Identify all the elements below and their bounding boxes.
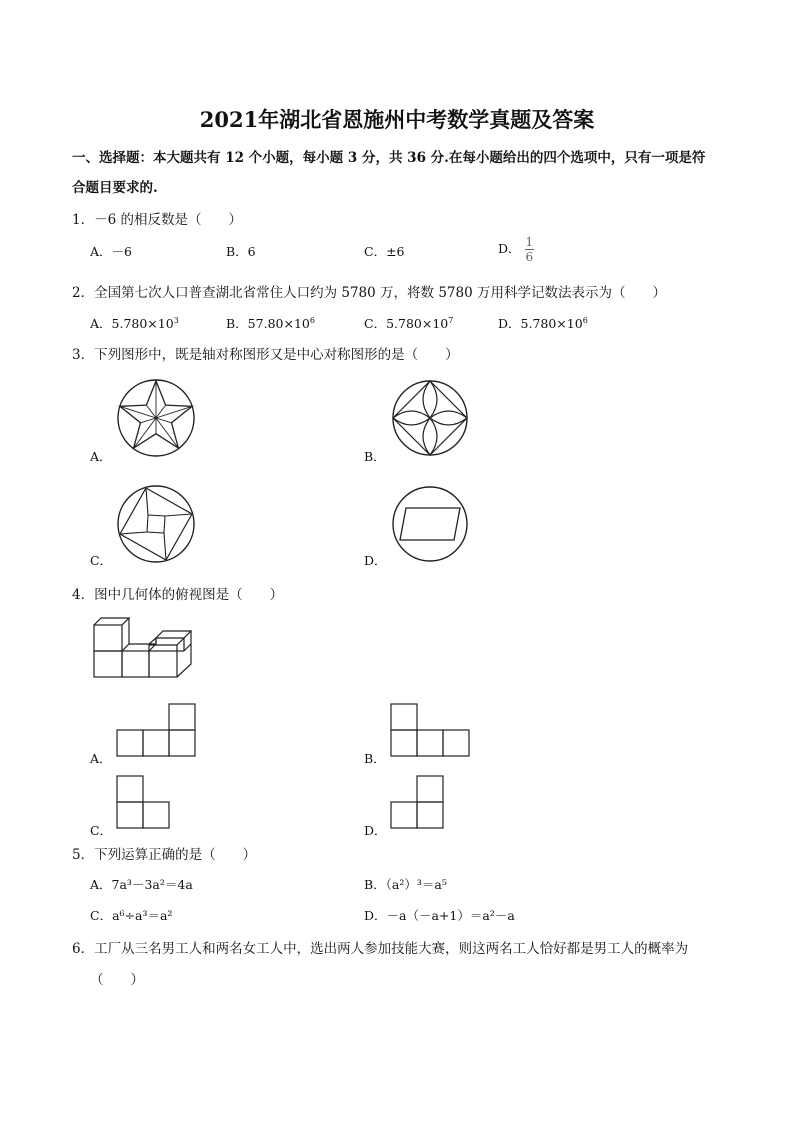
q2-option-d-base: D．5.780×10 xyxy=(498,316,583,331)
section-header-line1: 一、选择题：本大题共有 12 个小题，每小题 3 分，共 36 分.在每小题给出的四个选项中，只有一项是符 xyxy=(72,150,706,166)
q1-option-b: B．6 xyxy=(226,244,256,259)
q4-stem: 4．图中几何体的俯视图是（ ） xyxy=(72,587,284,603)
q5-option-d: D．－a（－a+1）＝a²－a xyxy=(364,908,515,923)
fraction-denominator: 6 xyxy=(525,250,534,264)
q2-stem: 2．全国第七次人口普查湖北省常住人口约为 5780 万，将数 5780 万用科学记数法表示为（ ） xyxy=(72,285,666,301)
fraction-numerator: 1 xyxy=(525,235,534,249)
q4-option-b-grid xyxy=(390,703,470,757)
q2-option-a xyxy=(90,314,179,332)
page-title: 2021年湖北省恩施州中考数学真题及答案 xyxy=(199,107,595,132)
q4-option-c-label: C． xyxy=(90,823,113,838)
section-header-line2: 合题目要求的. xyxy=(72,180,158,196)
q5-option-a: A．7a³－3a²＝4a xyxy=(90,877,193,892)
q5-option-c: C．a⁶÷a³＝a² xyxy=(90,908,173,923)
q6-answer-paren: （ ） xyxy=(90,972,144,988)
q4-option-a-label: A． xyxy=(90,751,112,766)
q4-option-a-grid xyxy=(116,703,196,757)
q3-option-a-label: A． xyxy=(90,449,112,464)
q2-option-b-base: B．57.80×10 xyxy=(226,316,310,331)
q3-figure-c-pinwheel-in-circle xyxy=(116,484,196,564)
q4-option-c-grid xyxy=(116,775,170,829)
q1-option-c: C．±6 xyxy=(364,244,405,259)
q3-figure-b-petals-in-circle xyxy=(390,378,470,458)
q2-option-c xyxy=(364,314,453,332)
q2-option-d xyxy=(498,314,588,332)
q3-figure-d-parallelogram-in-circle xyxy=(390,484,470,564)
q1-option-d-fraction xyxy=(525,236,535,263)
q4-option-d-grid xyxy=(390,775,444,829)
q4-solid-figure xyxy=(92,616,202,680)
q1-option-d xyxy=(498,236,534,263)
q2-option-c-exp: 7 xyxy=(448,315,454,325)
q3-option-d-label: D． xyxy=(364,553,387,568)
q1-option-d-label: D． xyxy=(498,241,521,256)
q2-option-a-exp: 3 xyxy=(173,315,179,325)
q1-stem: 1．－6 的相反数是（ ） xyxy=(72,212,242,228)
q3-option-c-label: C． xyxy=(90,553,113,568)
q4-option-d-label: D． xyxy=(364,823,387,838)
q1-option-a: A．－6 xyxy=(90,244,132,259)
q2-option-a-base: A．5.780×10 xyxy=(90,316,174,331)
q2-option-d-exp: 6 xyxy=(582,315,588,325)
q3-stem: 3．下列图形中，既是轴对称图形又是中心对称图形的是（ ） xyxy=(72,347,459,363)
q2-option-b-exp: 6 xyxy=(309,315,315,325)
q3-figure-a-star-in-circle xyxy=(116,378,196,458)
q3-option-b-label: B． xyxy=(364,449,386,464)
q4-option-b-label: B． xyxy=(364,751,386,766)
q5-option-b: B．（a²）³＝a⁵ xyxy=(364,877,447,892)
q6-stem: 6．工厂从三名男工人和两名女工人中，选出两人参加技能大赛，则这两名工人恰好都是男工人的概率为 xyxy=(72,941,689,957)
q2-option-c-base: C．5.780×10 xyxy=(364,316,449,331)
q5-stem: 5．下列运算正确的是（ ） xyxy=(72,847,257,863)
q2-option-b xyxy=(226,314,315,332)
